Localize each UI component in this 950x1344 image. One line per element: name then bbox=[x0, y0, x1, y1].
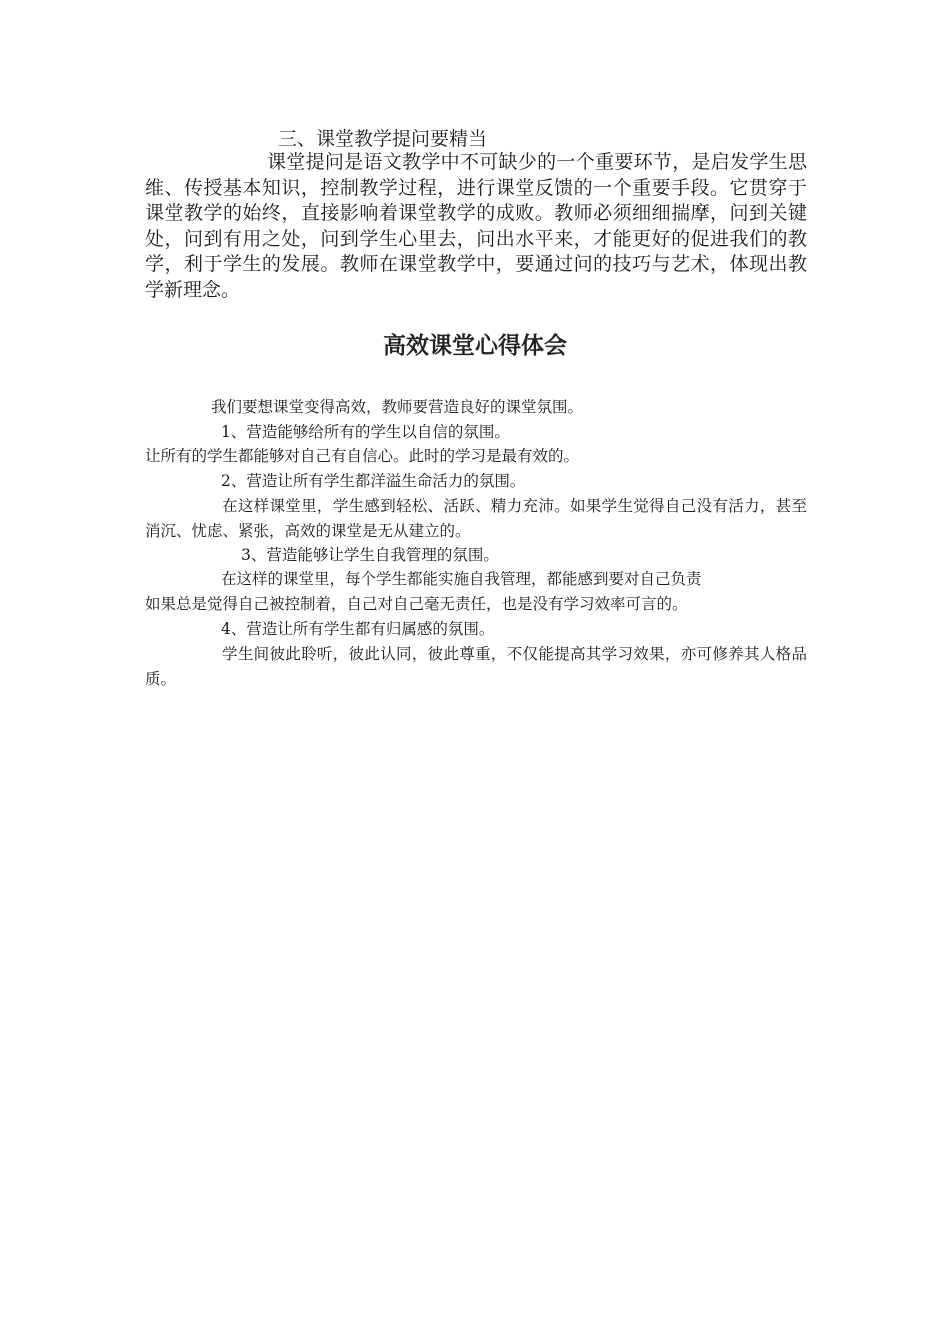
section-paragraph: 课堂提问是语文教学中不可缺少的一个重要环节，是启发学生思维、传授基本知识，控制教学过程，进行课堂反馈的一个重要手段。它贯穿于课堂教学的始终，直接影响着课堂教学的成败。教师必须细细揣摩，问到关键处，问到有用之处，问到学生心里去，问出水平来，才能更好的促进我们的教学，利于学生的发展。教师在课堂教学中，要通过问的技巧与艺术，体现出教学新理念。 bbox=[145, 151, 807, 301]
point-3-heading: 3、营造能够让学生自我管理的氛围。 bbox=[241, 546, 499, 564]
point-2-heading: 2、营造让所有学生都洋溢生命活力的氛围。 bbox=[221, 472, 526, 490]
document-title: 高效课堂心得体会 bbox=[383, 333, 567, 359]
point-3-body-line-2: 如果总是觉得自己被控制着，自己对自己毫无责任，也是没有学习效率可言的。 bbox=[145, 595, 688, 613]
intro-paragraph: 我们要想课堂变得高效，教师要营造良好的课堂氛围。 bbox=[211, 398, 584, 416]
point-1-body: 让所有的学生都能够对自己有自信心。此时的学习是最有效的。 bbox=[145, 447, 580, 465]
point-4-body: 学生间彼此聆听，彼此认同，彼此尊重，不仅能提高其学习效果，亦可修养其人格品质。 bbox=[145, 645, 807, 688]
point-2-body: 在这样课堂里，学生感到轻松、活跃、精力充沛。如果学生觉得自己没有活力，甚至消沉、忧虑、紧张，高效的课堂是无从建立的。 bbox=[145, 497, 807, 540]
point-1-heading: 1、营造能够给所有的学生以自信的氛围。 bbox=[221, 423, 510, 441]
point-4-heading: 4、营造让所有学生都有归属感的氛围。 bbox=[221, 620, 495, 638]
section-heading: 三、课堂教学提问要精当 bbox=[278, 128, 488, 150]
point-3-body-line-1: 在这样的课堂里，每个学生都能实施自我管理，都能感到要对自己负责 bbox=[221, 570, 702, 588]
